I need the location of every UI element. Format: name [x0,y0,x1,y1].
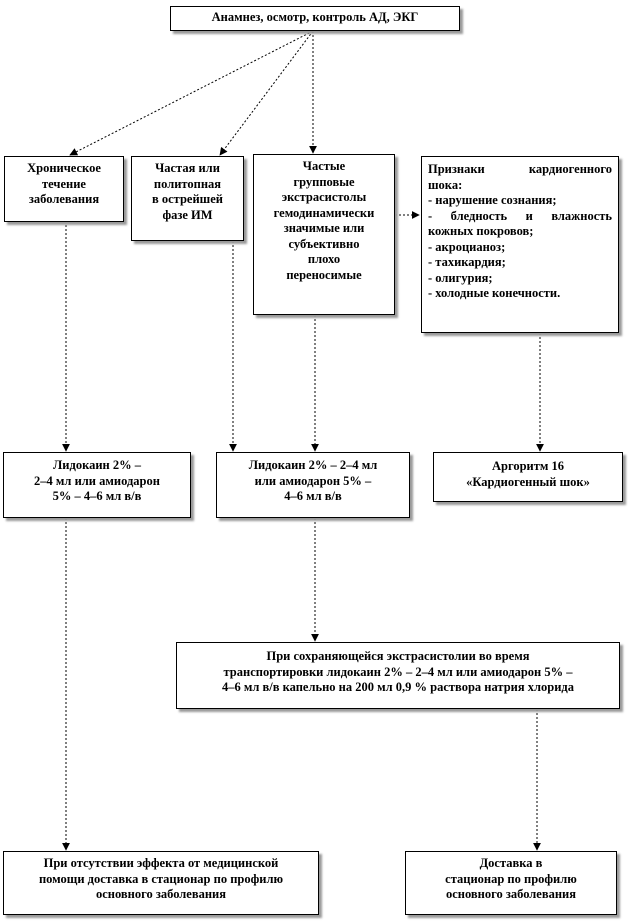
node-algo-line: «Кардиогенный шок» [466,474,590,489]
node-delivery [405,851,617,915]
node-chronic-line: Хроническое [27,161,101,175]
node-group-extrasystoles [253,154,395,315]
node-shock-line: - тахикардия; [428,255,506,269]
node-group-line: гемодинамически [273,205,375,220]
node-lido2-line: 4–6 мл в/в [284,489,342,503]
arrow-top-to-frequent-mi [220,31,313,155]
node-shock-line: кожных покровов; [428,224,534,238]
node-lido1-line: 5% – 4–6 мл в/в [52,489,142,503]
node-shock-line: - акроцианоз; [428,239,506,254]
node-no-effect-delivery [3,851,319,915]
node-lido2-line: или амиодарон 5% – [254,473,372,488]
node-frequent-mi-line: политопная [153,176,222,191]
node-chronic-line: течение [42,176,86,191]
node-transport-therapy [176,642,620,709]
node-transport-line: При сохраняющейся экстрасистолии во время [266,649,530,663]
node-frequent-mi-line: фазе ИМ [162,207,213,222]
node-delivery-line: Доставка в [479,856,543,870]
node-algorithm-16 [433,452,623,502]
node-delivery-line: основного заболевания [445,887,577,901]
node-cardiogenic-shock-signs [421,156,619,333]
node-group-line: плохо [307,252,341,266]
node-frequent-mi-line: Частая или [155,161,220,175]
node-group-line: групповые [293,174,355,189]
node-lido1-line: 2–4 мл или амиодарон [34,473,160,488]
node-chronic-line: заболевания [28,192,100,206]
node-lido1-line: Лидокаин 2% – [52,458,141,472]
node-algo-line: Аргоритм 16 [491,459,565,473]
node-anamnesis [170,6,460,31]
node-chronic-course [4,156,124,222]
node-group-line: значимые или [283,221,365,235]
node-frequent-mi [131,156,244,241]
node-shock-line: - холодные конечности. [428,286,561,300]
node-delivery-line: стационар по профилю [445,871,577,886]
node-group-line: переносимые [286,267,362,282]
node-group-line: Частые [302,159,346,173]
node-lidocaine-left [3,452,191,518]
node-anamnesis-line: Анамнез, осмотр, контроль АД, ЭКГ [211,10,419,24]
node-shock-line: - нарушение сознания; [428,193,557,207]
node-no-effect-line: основного заболевания [95,887,227,901]
node-group-line: субъективно [288,236,360,251]
node-lidocaine-center [216,452,410,518]
node-shock-line: - олигурия; [428,270,493,285]
arrow-top-to-chronic [70,31,313,155]
node-shock-line: Признаки кардиогенного [428,162,612,176]
node-lido2-line: Лидокаин 2% – 2–4 мл [248,458,378,472]
node-shock-line: - бледность и влажность [428,208,612,223]
node-transport-line: 4–6 мл в/в капельно на 200 мл 0,9 % раствора натрия хлорида [222,680,574,694]
node-no-effect-line: При отсутствии эффекта от медицинской [43,856,279,870]
node-group-line: экстрасистолы [281,190,367,204]
node-transport-line: транспортировки лидокаин 2% – 2–4 мл или амиодарон 5% – [223,664,573,679]
node-shock-line: шока: [428,177,463,192]
node-frequent-mi-line: в острейшей [152,192,223,206]
node-no-effect-line: помощи доставка в стационар по профилю [38,871,284,886]
